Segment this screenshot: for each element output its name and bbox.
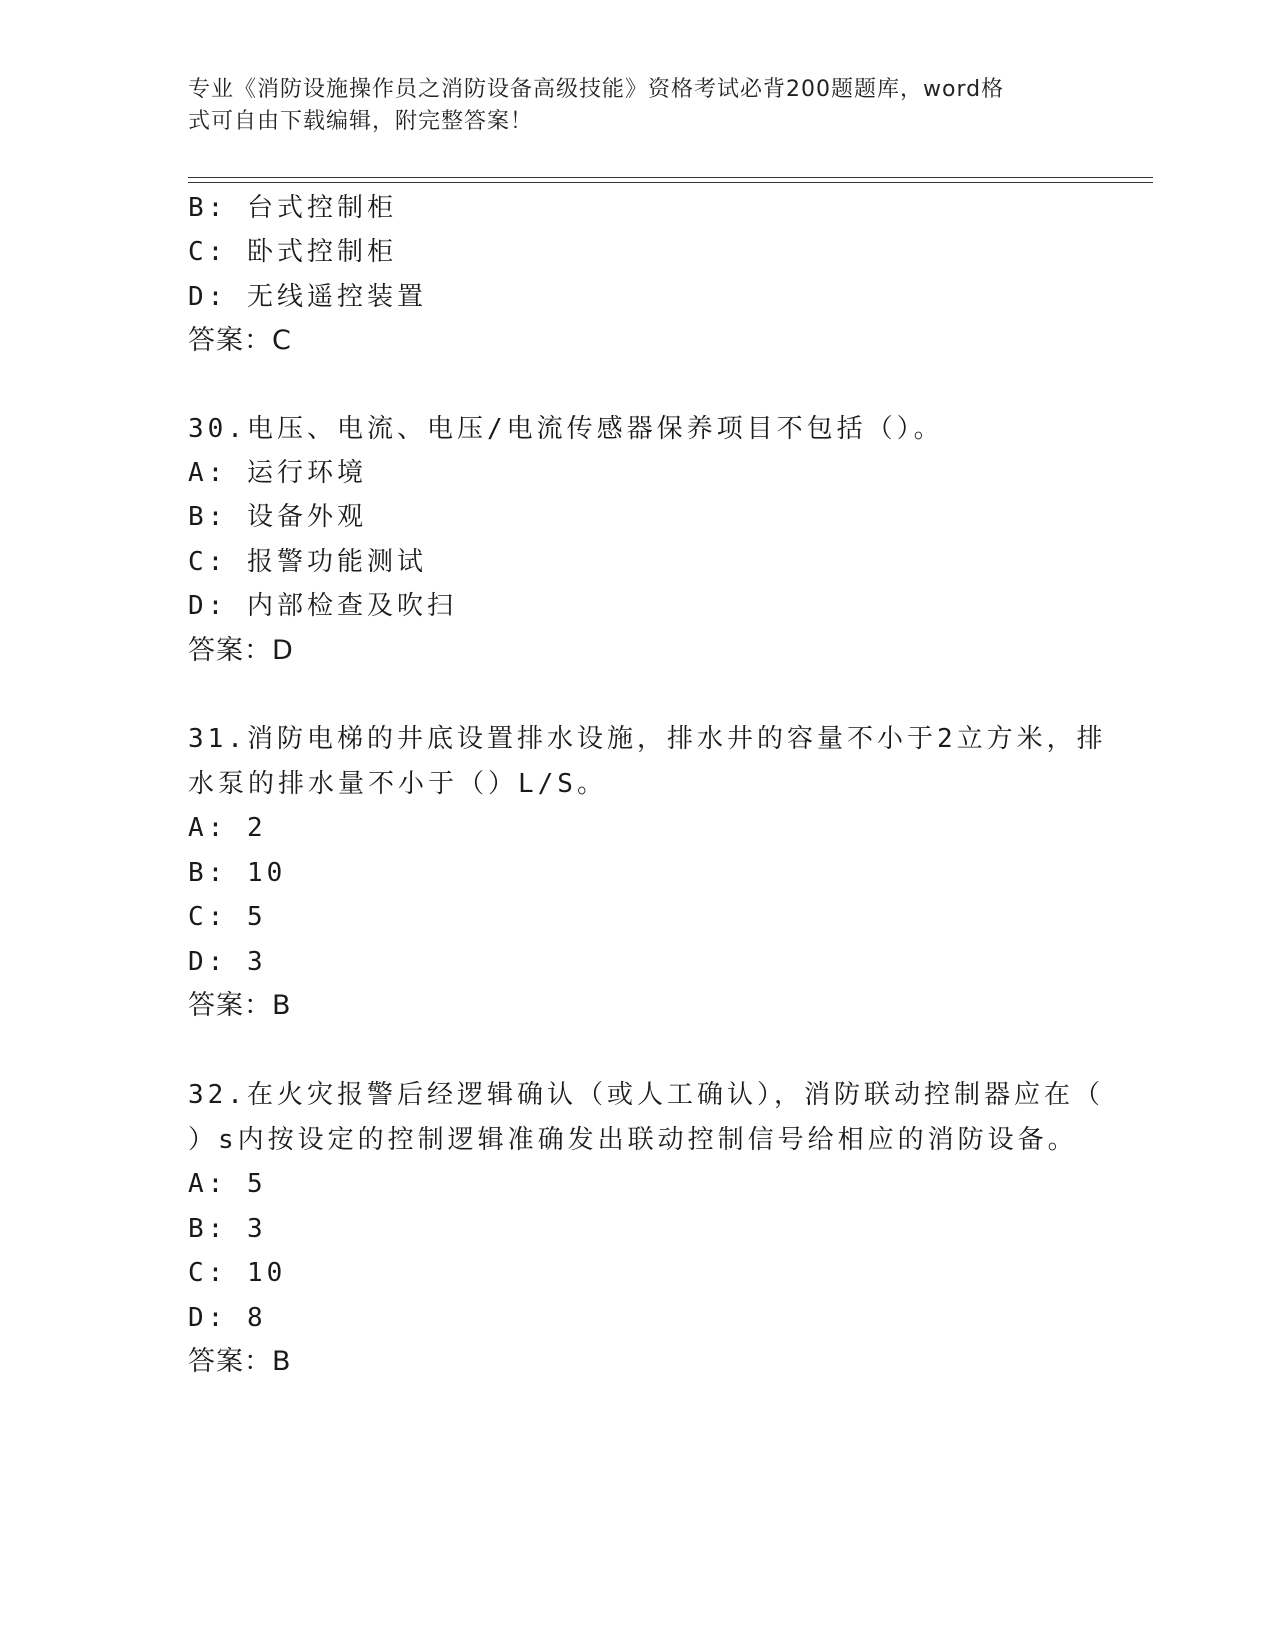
q30-option-c: C: 报警功能测试 [188,547,427,577]
q31-stem-line-2: 水泵的排水量不小于（）L/S。 [188,769,607,799]
q29-option-b: B: 台式控制柜 [188,193,397,223]
header-line-1: 专业《消防设施操作员之消防设备高级技能》资格考试必背200题题库，word格 [188,77,1005,102]
q32-answer: 答案：B [188,1346,292,1377]
q31-option-b: B: 10 [188,858,287,888]
q30-option-b: B: 设备外观 [188,502,367,532]
q30-answer: 答案：D [188,635,294,666]
q31-stem-line-1: 31.消防电梯的井底设置排水设施，排水井的容量不小于2立方米，排 [188,724,1107,754]
header-line-2: 式可自由下载编辑，附完整答案！ [188,109,534,134]
q29-answer: 答案：C [188,325,292,356]
q31-option-a: A: 2 [188,813,267,843]
q30-option-d: D: 内部检查及吹扫 [188,591,457,621]
q32-stem-line-1: 32.在火灾报警后经逻辑确认（或人工确认），消防联动控制器应在（ [188,1080,1104,1110]
document-header [188,74,1068,138]
q32-option-b: B: 3 [188,1214,267,1244]
q31-option-c: C: 5 [188,902,267,932]
q31-option-d: D: 3 [188,947,267,977]
q29-option-c: C: 卧式控制柜 [188,237,397,267]
q29-option-d: D: 无线遥控装置 [188,282,427,312]
q31-answer: 答案：B [188,990,292,1021]
q32-option-c: C: 10 [188,1258,287,1288]
q32-option-a: A: 5 [188,1169,267,1199]
header-divider-top [188,177,1153,178]
q32-option-d: D: 8 [188,1303,267,1333]
q30-stem: 30.电压、电流、电压/电流传感器保养项目不包括（）。 [188,414,944,444]
header-divider-bottom [188,182,1153,183]
q30-option-a: A: 运行环境 [188,458,367,488]
q32-stem-line-2: ）s内按设定的控制逻辑准确发出联动控制信号给相应的消防设备。 [188,1125,1078,1155]
